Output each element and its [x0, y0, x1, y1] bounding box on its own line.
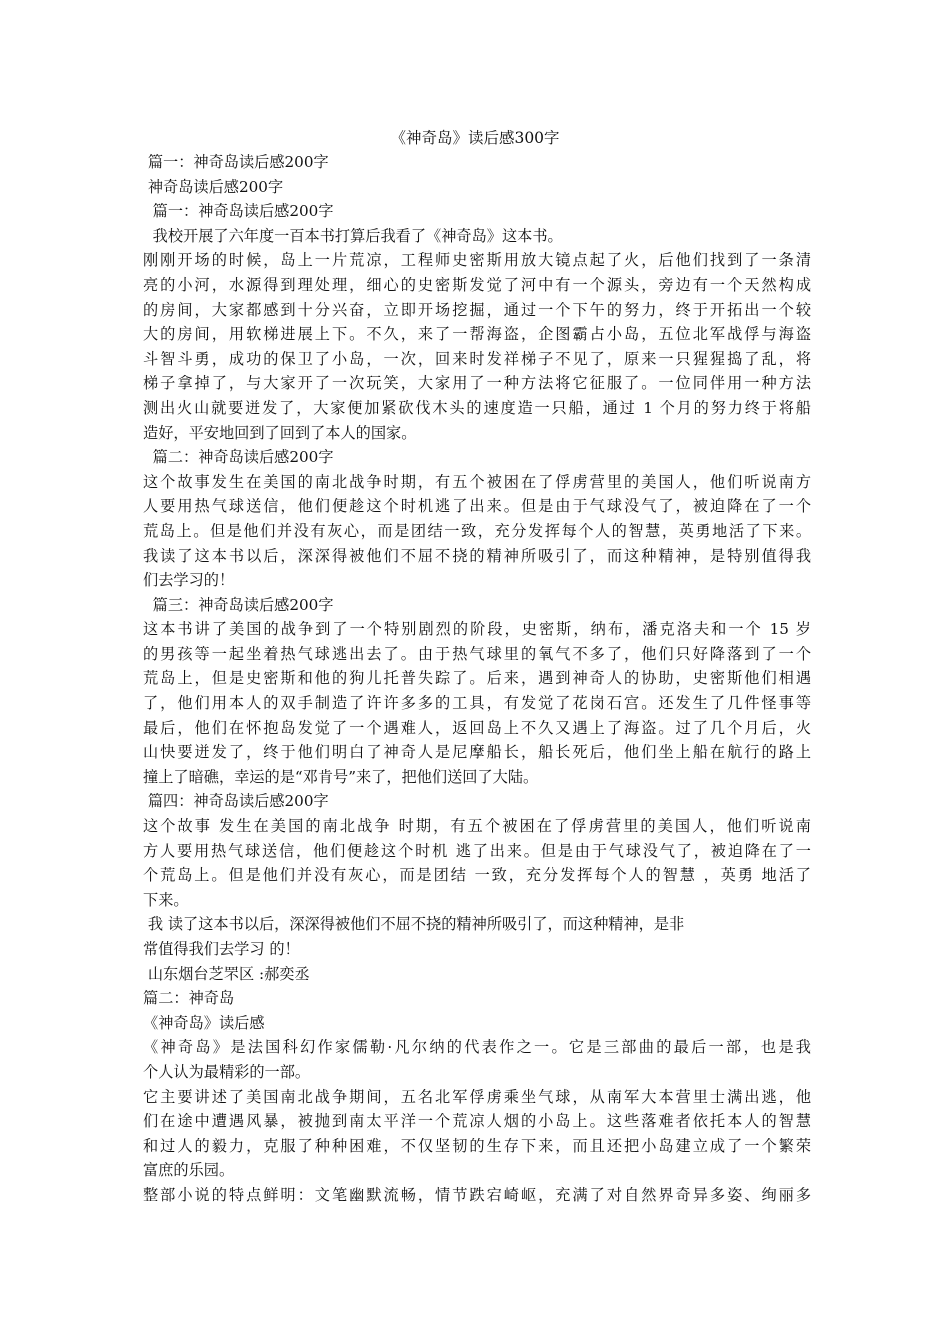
text-line: 造好，平安地回到了回到了本人的国家。: [143, 423, 417, 442]
text-line: 篇二：神奇岛: [143, 989, 235, 1008]
text-line: 测出火山就要迸发了，大家便加紧砍伐木头的速度造一只船，通过 1 个月的努力终于将船: [143, 398, 811, 417]
text-line: 们在途中遭遇风暴，被抛到南太平洋一个荒凉人烟的小岛上。这些落难者依托本人的智慧: [143, 1112, 811, 1131]
text-line: 人要用热气球送信，他们便趁这个时机逃了出来。但是由于气球没气了，被迫降在了一个: [143, 497, 811, 516]
text-line: 《神奇岛》读后感: [143, 1013, 265, 1032]
text-line: 篇一：神奇岛读后感200字: [143, 153, 329, 171]
text-line: 这个故事发生在美国的南北战争时期，有五个被困在了俘虏营里的美国人，他们听说南方: [143, 472, 811, 491]
text-line: 梯子拿掉了，与大家开了一次玩笑，大家用了一种方法将它征服了。一位同伴用一种方法: [143, 374, 811, 393]
text-line: 我校开展了六年度一百本书打算后我看了《神奇岛》这本书。: [143, 226, 563, 245]
text-line: 《神奇岛》是法国科幻作家儒勒·凡尔纳的代表作之一。它是三部曲的最后一部，也是我: [143, 1038, 811, 1057]
text-line: 我读了这本书以后，深深得被他们不屈不挠的精神所吸引了，而这种精神，是特别值得我: [143, 546, 811, 565]
text-line: 篇一：神奇岛读后感200字: [143, 202, 334, 221]
document-body: [143, 150, 811, 1208]
text-line: 个荒岛上。但是他们并没有灰心，而是团结 一致，充分发挥每个人的智慧 ，英勇 地活了: [143, 866, 811, 885]
text-line: 荒岛上，但是史密斯和他的狗儿托普失踪了。后来，遇到神奇人的协助，史密斯他们相遇: [143, 669, 811, 688]
text-line: 大的房间，用软梯进展上下。不久，来了一帮海盗，企图霸占小岛，五位北军战俘与海盗: [143, 325, 811, 344]
text-line: 这个故事 发生在美国的南北战争 时期，有五个被困在了俘虏营里的美国人，他们听说南: [143, 817, 811, 836]
text-line: 的男孩等一起坐着热气球逃出去了。由于热气球里的氧气不多了，他们只好降落到了一个: [143, 644, 811, 663]
text-line: 篇二：神奇岛读后感200字: [143, 448, 334, 467]
text-line: 个人认为最精彩的一部。: [143, 1062, 311, 1081]
text-line: 山快要迸发了，终于他们明白了神奇人是尼摩船长，船长死后，他们坐上船在航行的路上: [143, 743, 811, 762]
text-line: 常值得我们去学习 的！: [143, 940, 300, 958]
text-line: 富庶的乐园。: [143, 1161, 235, 1180]
text-line: 斗智斗勇，成功的保卫了小岛，一次，回来时发祥梯子不见了，原来一只猩猩捣了乱，将: [143, 349, 811, 368]
text-line: 篇三：神奇岛读后感200字: [143, 595, 334, 614]
text-line: 山东烟台芝罘区 :郝奕丞: [143, 964, 310, 983]
text-line: 刚刚开场的时候，岛上一片荒凉，工程师史密斯用放大镜点起了火，后他们找到了一条清: [143, 251, 811, 270]
text-line: 它主要讲述了美国南北战争期间，五名北军俘虏乘坐气球，从南军大本营里士满出逃，他: [143, 1087, 811, 1106]
text-line: 的房间，大家都感到十分兴奋，立即开场挖掘，通过一个下午的努力，终于开拓出一个较: [143, 300, 811, 319]
text-line: 神奇岛读后感200字: [143, 177, 284, 196]
text-line: 和过人的毅力，克服了种种困难，不仅坚韧的生存下来，而且还把小岛建立成了一个繁荣: [143, 1136, 811, 1155]
text-line: 整部小说的特点鲜明：文笔幽默流畅，情节跌宕崎岖，充满了对自然界奇异多姿、绚丽多: [143, 1185, 811, 1204]
text-line: 这本书讲了美国的战争到了一个特别剧烈的阶段，史密斯，纳布，潘克洛夫和一个 15 岁: [143, 620, 811, 639]
text-line: 方人要用热气球送信，他们便趁这个时机 逃了出来。但是由于气球没气了，被迫降在了一: [143, 841, 811, 860]
text-line: 们去学习的！: [143, 571, 235, 590]
text-line: 篇四：神奇岛读后感200字: [143, 792, 329, 811]
text-line: 亮的小河，水源得到理处理，细心的史密斯发觉了河中有一个源头，旁边有一个天然构成: [143, 275, 811, 294]
text-line: 下来。: [143, 890, 189, 909]
text-line: 撞上了暗礁，幸运的是“邓肯号”来了，把他们送回了大陆。: [143, 767, 539, 786]
text-line: 荒岛上。但是他们并没有灰心，而是团结一致，充分发挥每个人的智慧，英勇地活了下来。: [143, 521, 811, 540]
text-line: 我 读了这本书以后，深深得被他们不屈不挠的精神所吸引了，而这种精神，是非: [143, 915, 685, 934]
text-line: 最后，他们在怀抱岛发觉了一个遇难人，返回岛上不久又遇上了海盗。过了几个月后，火: [143, 718, 811, 737]
document-title: 《神奇岛》读后感300字: [390, 129, 560, 147]
text-line: 了，他们用本人的双手制造了许许多多的工具，有发觉了花岗石宫。还发生了几件怪事等: [143, 694, 811, 713]
